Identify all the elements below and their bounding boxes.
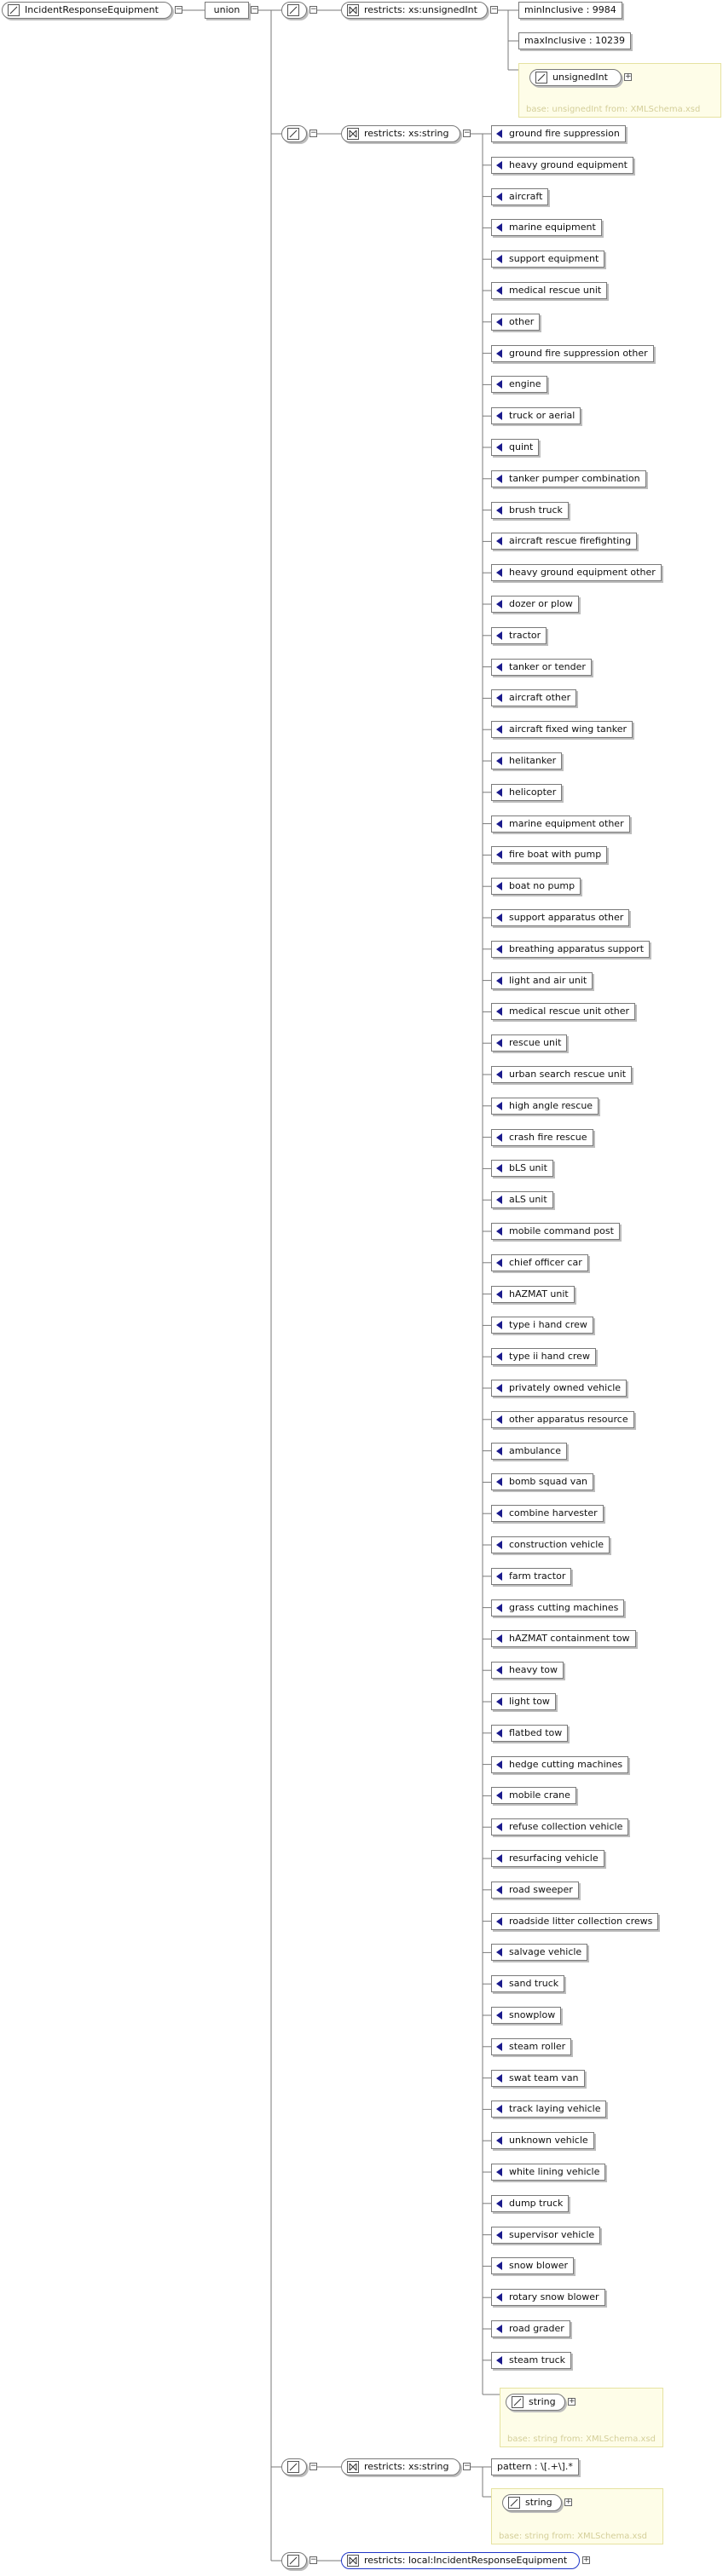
enumeration-icon (496, 1980, 502, 1988)
enumeration-label: white lining vehicle (509, 2166, 600, 2177)
base-note-text: base: unsignedInt from: XMLSchema.xsd (526, 105, 701, 114)
enumeration-item[interactable] (491, 564, 662, 581)
restriction-icon (347, 2555, 359, 2567)
collapse-node-2-icon[interactable]: − (310, 129, 317, 137)
enumeration-item[interactable] (491, 1129, 593, 1146)
base-type-note-1 (518, 63, 721, 118)
collapse-restriction-1-icon[interactable]: − (491, 5, 498, 14)
enumeration-icon (496, 1102, 502, 1110)
enumeration-icon (496, 2262, 502, 2270)
enumeration-item[interactable] (491, 1254, 588, 1271)
simple-type-icon (8, 4, 20, 16)
enumeration-icon (496, 2231, 502, 2239)
restriction-2-label: restricts: xs:string (364, 128, 449, 139)
enumeration-item[interactable] (491, 1913, 658, 1930)
enumeration-item[interactable] (491, 1066, 632, 1083)
enumeration-icon (496, 1384, 502, 1392)
enumeration-item[interactable] (491, 689, 576, 706)
enumeration-item[interactable] (491, 1850, 604, 1867)
enumeration-icon (496, 1164, 502, 1173)
facet-max-inclusive[interactable]: maxInclusive : 10239 (518, 32, 631, 49)
enumeration-icon (496, 1823, 502, 1831)
enumeration-item[interactable] (491, 1003, 635, 1020)
enumeration-label: refuse collection vehicle (509, 1821, 623, 1833)
simple-type-icon (287, 4, 299, 16)
enumeration-icon (496, 788, 502, 797)
simple-type-root[interactable] (2, 2, 172, 19)
enumeration-label: construction vehicle (509, 1539, 604, 1550)
simple-type-node-1[interactable] (281, 2, 307, 19)
expand-base-type-icon[interactable]: + (625, 72, 632, 81)
enumeration-item[interactable] (491, 1380, 627, 1397)
simple-type-icon (508, 2497, 520, 2509)
base-type-string[interactable] (502, 2494, 562, 2511)
enumeration-item[interactable] (491, 345, 654, 362)
enumeration-icon (496, 2168, 502, 2176)
enumeration-icon (496, 913, 502, 922)
enumeration-item[interactable] (491, 1599, 624, 1616)
enumeration-icon (496, 1415, 502, 1424)
enumeration-label: type ii hand crew (509, 1351, 590, 1363)
enumeration-icon (496, 1666, 502, 1674)
enumeration-item[interactable] (491, 2195, 569, 2212)
enumeration-icon (496, 318, 502, 326)
enumeration-label: helicopter (509, 786, 557, 798)
enumeration-label: dump truck (509, 2197, 564, 2209)
enumeration-item[interactable] (491, 1662, 564, 1679)
enumeration-item[interactable] (491, 2164, 605, 2181)
enumeration-icon (496, 1634, 502, 1643)
enumeration-icon (496, 223, 502, 232)
enumeration-item[interactable] (491, 1098, 599, 1115)
simple-type-icon (287, 2461, 299, 2473)
enumeration-label: grass cutting machines (509, 1601, 619, 1613)
enumeration-item[interactable] (491, 1317, 593, 1334)
simple-type-icon (512, 2396, 523, 2408)
enumeration-item[interactable] (491, 439, 539, 456)
enumeration-icon (496, 506, 502, 515)
enumeration-label: steam truck (509, 2354, 565, 2366)
enumeration-label: light tow (509, 1696, 550, 1707)
restriction-1-label: restricts: xs:unsignedInt (364, 4, 477, 15)
enumeration-icon (496, 537, 502, 545)
enumeration-label: type i hand crew (509, 1319, 587, 1331)
enumeration-label: marine equipment other (509, 817, 624, 829)
enumeration-icon (496, 349, 502, 358)
enumeration-icon (496, 380, 502, 389)
enumeration-icon (496, 2074, 502, 2083)
enumeration-item[interactable] (491, 784, 562, 801)
enumeration-icon (496, 1886, 502, 1894)
restriction-3-label: restricts: xs:string (364, 2461, 449, 2472)
enumeration-label: snow blower (509, 2260, 568, 2272)
enumeration-item[interactable] (491, 596, 579, 613)
enumeration-label: helitanker (509, 755, 557, 766)
enumeration-label: tanker or tender (509, 660, 586, 672)
enumeration-label: breathing apparatus support (509, 942, 645, 954)
root-label: IncidentResponseEquipment (25, 4, 159, 15)
restriction-string-enum[interactable] (341, 125, 460, 142)
enumeration-icon (496, 1133, 502, 1142)
enumeration-icon (496, 193, 502, 201)
enumeration-icon (496, 1791, 502, 1800)
enumeration-icon (496, 130, 502, 138)
enumeration-item[interactable] (491, 2038, 571, 2055)
enumeration-item[interactable] (491, 1223, 620, 1240)
enumeration-item[interactable] (491, 1411, 634, 1428)
enumeration-label: aircraft other (509, 692, 571, 704)
enumeration-label: crash fire rescue (509, 1131, 587, 1143)
enumeration-icon (496, 1572, 502, 1581)
enumeration-item[interactable] (491, 2227, 600, 2244)
enumeration-label: bLS unit (509, 1162, 547, 1174)
enumeration-label: farm tractor (509, 1570, 566, 1582)
enumeration-label: mobile crane (509, 1789, 570, 1801)
enumeration-item[interactable] (491, 1882, 579, 1899)
enumeration-icon (496, 286, 502, 295)
enumeration-item[interactable] (491, 2320, 570, 2337)
simple-type-node-4[interactable] (281, 2552, 307, 2569)
enumeration-item[interactable] (491, 1756, 628, 1773)
enumeration-item[interactable] (491, 941, 650, 958)
collapse-restriction-3-icon[interactable]: − (464, 2462, 471, 2470)
simple-type-node-3[interactable] (281, 2458, 307, 2475)
enumeration-item[interactable] (491, 878, 581, 895)
enumeration-icon (496, 2011, 502, 2020)
enumeration-label: flatbed tow (509, 1726, 563, 1738)
enumeration-icon (496, 945, 502, 954)
enumeration-icon (496, 1729, 502, 1738)
enumeration-icon (496, 663, 502, 671)
enumeration-icon (496, 1509, 502, 1518)
enumeration-item[interactable] (491, 2257, 574, 2274)
collapse-node-1-icon[interactable]: − (310, 5, 317, 14)
enumeration-item[interactable] (491, 376, 547, 393)
enumeration-item[interactable] (491, 1693, 556, 1710)
enumeration-label: roadside litter collection crews (509, 1915, 653, 1927)
enumeration-label: hedge cutting machines (509, 1758, 623, 1770)
enumeration-icon (496, 1761, 502, 1769)
enumeration-item[interactable] (491, 1348, 596, 1365)
enumeration-item[interactable] (491, 533, 637, 550)
enumeration-item[interactable] (491, 1725, 568, 1742)
enumeration-item[interactable] (491, 815, 630, 833)
enumeration-label: bomb squad van (509, 1476, 588, 1488)
enumeration-label: snowplow (509, 2009, 556, 2020)
enumeration-icon (496, 600, 502, 608)
base-type-label: unsignedInt (552, 72, 608, 83)
enumeration-icon (496, 412, 502, 420)
simple-type-icon (287, 2555, 299, 2567)
enumeration-icon (496, 1290, 502, 1299)
enumeration-item[interactable] (491, 2352, 571, 2369)
restriction-icon (347, 2461, 359, 2473)
enumeration-label: support apparatus other (509, 912, 624, 923)
enumeration-label: heavy ground equipment other (509, 567, 656, 579)
simple-type-icon (535, 72, 547, 84)
enumeration-label: quint (509, 441, 534, 452)
base-type-label: string (525, 2497, 552, 2508)
enumeration-icon (496, 1948, 502, 1956)
enumeration-icon (496, 1697, 502, 1706)
enumeration-item[interactable] (491, 1473, 593, 1490)
enumeration-label: aircraft (509, 190, 543, 202)
enumeration-icon (496, 1917, 502, 1926)
collapse-node-3-icon[interactable]: − (310, 2462, 317, 2470)
enumeration-icon (496, 1352, 502, 1361)
enumeration-label: combine harvester (509, 1507, 598, 1519)
base-type-label: string (529, 2396, 556, 2407)
enumeration-label: engine (509, 378, 541, 390)
enumeration-label: heavy ground equipment (509, 158, 628, 170)
enumeration-label: steam roller (509, 2040, 566, 2052)
enumeration-label: medical rescue unit (509, 285, 602, 296)
enumeration-icon (496, 1227, 502, 1236)
enumeration-label: ground fire suppression other (509, 347, 648, 359)
enumeration-item[interactable] (491, 157, 633, 174)
enumeration-label: urban search rescue unit (509, 1069, 627, 1080)
base-note-text: base: string from: XMLSchema.xsd (499, 2532, 647, 2541)
enumeration-icon (496, 1039, 502, 1047)
collapse-root-icon[interactable]: − (176, 5, 182, 14)
enumeration-icon (496, 1070, 502, 1079)
enumeration-icon (496, 568, 502, 577)
enumeration-label: fire boat with pump (509, 849, 602, 861)
expand-base-type-icon[interactable]: + (565, 2498, 572, 2506)
union-label: union (213, 4, 240, 15)
enumeration-item[interactable] (491, 752, 562, 769)
enumeration-item[interactable] (491, 407, 581, 424)
enumeration-icon (496, 1604, 502, 1612)
enumeration-icon (496, 1854, 502, 1863)
enumeration-label: support equipment (509, 253, 599, 265)
enumeration-item[interactable] (491, 1944, 587, 1961)
enumeration-item[interactable] (491, 846, 607, 863)
enumeration-label: chief officer car (509, 1256, 582, 1268)
enumeration-label: tanker pumper combination (509, 472, 640, 484)
enumeration-icon (496, 1478, 502, 1486)
restriction-icon (347, 4, 359, 16)
enumeration-item[interactable] (491, 314, 540, 331)
enumeration-label: medical rescue unit other (509, 1006, 630, 1017)
enumeration-icon (496, 2199, 502, 2208)
enumeration-label: track laying vehicle (509, 2103, 601, 2115)
enumeration-label: ground fire suppression (509, 128, 620, 139)
enumeration-icon (496, 757, 502, 765)
base-type-unsignedint[interactable] (529, 69, 622, 86)
enumeration-icon (496, 725, 502, 734)
base-type-note-2 (500, 2388, 663, 2447)
enumeration-item[interactable] (491, 470, 646, 487)
collapse-restriction-2-icon[interactable]: − (464, 129, 471, 137)
enumeration-icon (496, 1007, 502, 1016)
enumeration-item[interactable] (491, 627, 547, 644)
enumeration-label: unknown vehicle (509, 2135, 588, 2147)
expand-base-type-icon[interactable]: + (569, 2397, 576, 2406)
enumeration-icon (496, 1259, 502, 1267)
simple-type-icon (287, 128, 299, 140)
enumeration-item[interactable] (491, 1568, 571, 1585)
enumeration-item[interactable] (491, 219, 602, 236)
enumeration-label: privately owned vehicle (509, 1382, 622, 1393)
collapse-union-icon[interactable]: − (252, 5, 258, 14)
facet-pattern[interactable]: pattern : \[.+\].* (491, 2458, 579, 2475)
enumeration-item[interactable] (491, 282, 607, 299)
facet-min-inclusive[interactable]: minInclusive : 9984 (518, 2, 622, 19)
enumeration-item[interactable] (491, 1191, 553, 1208)
enumeration-item[interactable] (491, 125, 626, 142)
enumeration-label: swat team van (509, 2072, 579, 2083)
enumeration-item[interactable] (491, 1286, 575, 1303)
enumeration-item[interactable] (491, 2289, 605, 2306)
enumeration-icon (496, 443, 502, 452)
enumeration-icon (496, 255, 502, 263)
enumeration-icon (496, 977, 502, 985)
enumeration-label: aLS unit (509, 1194, 547, 1206)
base-note-text: base: string from: XMLSchema.xsd (507, 2435, 656, 2444)
enumeration-label: aircraft rescue firefighting (509, 535, 632, 547)
restriction-4-label: restricts: local:IncidentResponseEquipment (364, 2555, 568, 2566)
enumeration-item[interactable] (491, 1975, 564, 1992)
enumeration-icon (496, 2325, 502, 2333)
enumeration-label: mobile command post (509, 1225, 614, 1236)
enumeration-icon (496, 475, 502, 483)
restriction-unsignedint[interactable] (341, 2, 488, 19)
enumeration-icon (496, 1321, 502, 1329)
enumeration-label: road sweeper (509, 1883, 573, 1895)
collapse-node-4-icon[interactable]: − (310, 2556, 317, 2564)
enumeration-icon (496, 631, 502, 640)
enumeration-item[interactable] (491, 909, 629, 926)
enumeration-icon (496, 1447, 502, 1455)
enumeration-icon (496, 1196, 502, 1204)
enumeration-label: dozer or plow (509, 598, 573, 609)
restriction-icon (347, 128, 359, 140)
enumeration-item[interactable] (491, 2070, 585, 2087)
enumeration-icon (496, 820, 502, 828)
restriction-string-pattern[interactable] (341, 2458, 460, 2475)
enumeration-label: hAZMAT unit (509, 1288, 569, 1300)
enumeration-item[interactable] (491, 1536, 610, 1553)
enumeration-label: high angle rescue (509, 1099, 593, 1111)
enumeration-item[interactable] (491, 1818, 628, 1835)
enumeration-item[interactable] (491, 659, 592, 676)
enumeration-item[interactable] (491, 502, 569, 519)
enumeration-label: light and air unit (509, 974, 587, 986)
enumeration-label: tractor (509, 629, 541, 641)
enumeration-label: resurfacing vehicle (509, 1853, 599, 1864)
simple-type-node-2[interactable] (281, 125, 307, 142)
enumeration-icon (496, 2356, 502, 2365)
enumeration-item[interactable] (491, 1160, 553, 1177)
enumeration-label: heavy tow (509, 1664, 558, 1676)
enumeration-label: aircraft fixed wing tanker (509, 723, 628, 735)
enumeration-label: marine equipment (509, 222, 596, 233)
enumeration-item[interactable] (491, 1443, 567, 1460)
enumeration-item[interactable] (491, 2132, 594, 2149)
base-type-note-3 (491, 2488, 663, 2544)
enumeration-icon (496, 161, 502, 170)
enumeration-icon (496, 2105, 502, 2113)
enumeration-label: salvage vehicle (509, 1946, 582, 1958)
enumeration-item[interactable] (491, 721, 633, 738)
enumeration-item[interactable] (491, 1034, 567, 1052)
enumeration-label: road grader (509, 2323, 564, 2334)
union-node[interactable] (205, 2, 249, 19)
enumeration-label: boat no pump (509, 880, 576, 892)
enumeration-icon (496, 850, 502, 859)
enumeration-item[interactable] (491, 972, 593, 989)
enumeration-item[interactable] (491, 1505, 604, 1522)
enumeration-item[interactable] (491, 2007, 561, 2024)
expand-restriction-4-icon[interactable]: + (583, 2556, 590, 2564)
enumeration-label: truck or aerial (509, 410, 576, 422)
enumeration-label: hAZMAT containment tow (509, 1633, 630, 1645)
enumeration-label: brush truck (509, 504, 563, 516)
base-type-string[interactable] (506, 2394, 565, 2411)
restriction-local-type[interactable] (341, 2552, 580, 2569)
enumeration-item[interactable] (491, 251, 604, 268)
enumeration-icon (496, 2043, 502, 2051)
enumeration-icon (496, 1541, 502, 1549)
enumeration-label: rotary snow blower (509, 2291, 599, 2303)
enumeration-item[interactable] (491, 188, 548, 205)
enumeration-label: other apparatus resource (509, 1413, 628, 1425)
enumeration-label: other (509, 315, 535, 327)
enumeration-icon (496, 2293, 502, 2302)
enumeration-item[interactable] (491, 1630, 636, 1647)
enumeration-item[interactable] (491, 2101, 606, 2118)
enumeration-label: sand truck (509, 1978, 559, 1990)
enumeration-icon (496, 882, 502, 890)
enumeration-label: rescue unit (509, 1037, 562, 1049)
enumeration-label: ambulance (509, 1444, 561, 1456)
enumeration-icon (496, 694, 502, 702)
enumeration-item[interactable] (491, 1787, 576, 1804)
enumeration-label: supervisor vehicle (509, 2228, 595, 2240)
enumeration-icon (496, 2136, 502, 2145)
